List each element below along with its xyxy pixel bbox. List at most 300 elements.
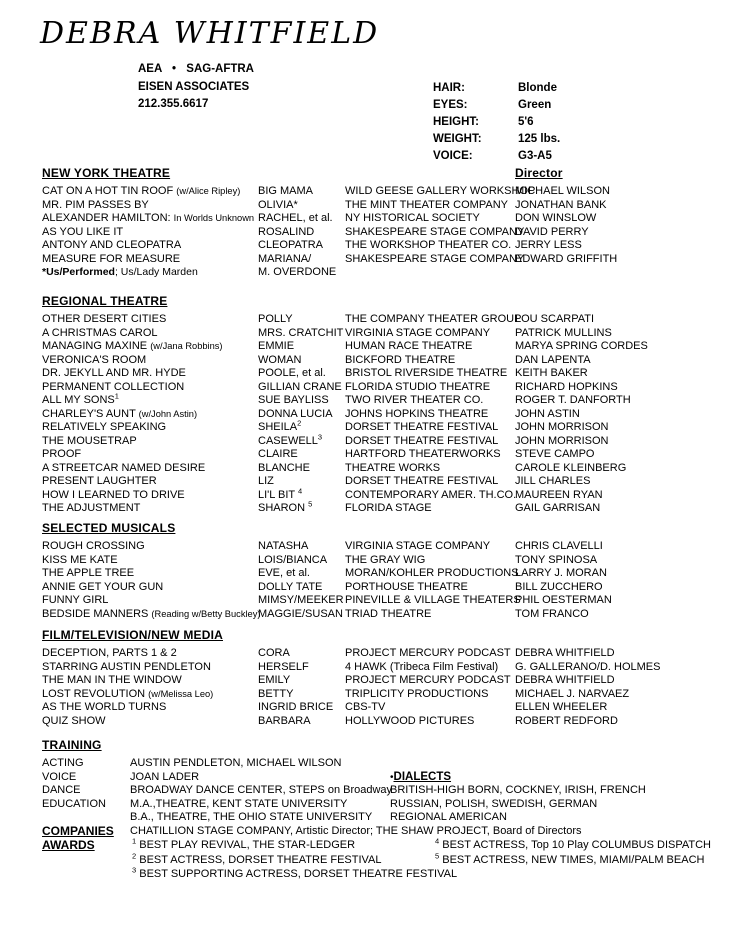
role-cell — [258, 485, 345, 503]
training-label: EDUCATION — [42, 797, 106, 810]
stat-value: Blonde — [518, 82, 557, 94]
show-title-text: FUNNY GIRL — [42, 594, 109, 606]
companies-row — [42, 825, 732, 839]
section-title: SELECTED MUSICALS — [42, 521, 176, 535]
show-title-text: ANNIE GET YOUR GUN — [42, 580, 164, 593]
show-title — [42, 581, 258, 595]
training-value: BROADWAY DANCE CENTER, STEPS on Broadway — [130, 784, 393, 796]
show-title — [42, 540, 258, 554]
dialect-list: BRITISH-HIGH BORN, COCKNEY, IRISH, FRENCH — [390, 784, 646, 796]
show-title-text: CAT ON A HOT TIN ROOF — [42, 185, 174, 197]
theatre-cell: SHAKESPEARE STAGE COMPANY — [345, 225, 525, 238]
show-title-text: THE ADJUSTMENT — [42, 502, 141, 514]
director-cell: TONY SPINOSA — [515, 553, 598, 566]
role-cell: MAGGIE/SUSAN — [258, 607, 343, 620]
credit-row — [42, 340, 732, 354]
footnote-text — [42, 266, 258, 280]
director-cell: JILL CHARLES — [515, 475, 591, 487]
show-title — [42, 554, 258, 568]
role-cell: HERSELF — [258, 660, 309, 673]
director-cell: MARYA SPRING CORDES — [515, 340, 648, 352]
credit-row — [42, 462, 732, 476]
show-title-text: DR. JEKYLL AND MR. HYDE — [42, 367, 186, 379]
credit-row — [42, 715, 732, 729]
credit-row — [42, 674, 732, 688]
role-cell: BETTY — [258, 687, 294, 700]
training-row — [42, 771, 732, 785]
credit-row — [42, 567, 732, 581]
role-cell: GILLIAN CRANE — [258, 380, 342, 393]
show-title-text: LOST REVOLUTION — [42, 687, 146, 700]
award-text: BEST ACTRESS, DORSET THEATRE FESTIVAL — [139, 853, 382, 866]
show-title-text: A STREETCAR NAMED DESIRE — [42, 461, 206, 474]
role-cell: WOMAN — [258, 353, 302, 366]
theatre-cell: FLORIDA STUDIO THEATRE — [345, 380, 491, 393]
footnote-rest: ; Us/Lady Marden — [114, 266, 198, 278]
dialects-title: DIALECTS — [393, 770, 452, 783]
director-cell: JERRY LESS — [515, 239, 582, 251]
theatre-cell: THE MINT THEATER COMPANY — [345, 198, 508, 211]
footnote-marker: 4 — [298, 485, 303, 495]
director-cell: PHIL OESTERMAN — [515, 594, 612, 606]
role-cell: LOIS/BIANCA — [258, 553, 328, 566]
footnote-marker: 3 — [132, 865, 137, 875]
training-label: ACTING — [42, 757, 84, 769]
show-title-text: MANAGING MAXINE — [42, 340, 148, 352]
credit-row — [42, 253, 732, 267]
award-text: BEST ACTRESS, Top 10 Play COLUMBUS DISPATCH — [442, 839, 712, 851]
show-title — [42, 594, 258, 608]
credit-row — [42, 647, 732, 661]
stat-row — [433, 114, 560, 131]
theatre-cell: 4 HAWK (Tribeca Film Festival) — [345, 660, 499, 673]
award-text: BEST PLAY REVIVAL, THE STAR-LEDGER — [139, 839, 356, 851]
show-title-text: PRESENT LAUGHTER — [42, 475, 157, 487]
footnote-marker: 1 — [114, 391, 119, 401]
award-text: BEST ACTRESS, NEW TIMES, MIAMI/PALM BEACH — [442, 853, 705, 866]
stat-value: 5'6 — [518, 116, 534, 128]
show-note: (w/Jana Robbins) — [150, 341, 223, 351]
credit-row — [42, 448, 732, 462]
role-cell: NATASHA — [258, 540, 309, 552]
section-new-york-theatre — [42, 166, 732, 280]
credit-row — [42, 688, 732, 702]
director-cell: G. GALLERANO/D. HOLMES — [515, 660, 661, 673]
theatre-cell: SHAKESPEARE STAGE COMPANY — [345, 252, 525, 265]
companies-label: COMPANIES — [42, 823, 114, 838]
director-cell: JONATHAN BANK — [515, 198, 607, 211]
stat-label: EYES: — [433, 99, 468, 111]
credit-row — [42, 431, 732, 449]
role-cell: INGRID BRICE — [258, 701, 334, 713]
role-cell: MRS. CRATCHIT — [258, 326, 344, 339]
show-note: In Worlds Unknown — [173, 213, 255, 223]
training-rows — [42, 757, 732, 882]
section-title: REGIONAL THEATRE — [42, 294, 168, 308]
award-item — [130, 838, 433, 853]
credit-row — [42, 313, 732, 327]
training-value: AUSTIN PENDLETON, MICHAEL WILSON — [130, 757, 342, 769]
awards-block — [42, 838, 732, 882]
show-title — [42, 381, 258, 395]
role-text: CASEWELL — [258, 434, 318, 447]
credit-row — [42, 540, 732, 554]
role-cell: CLEOPATRA — [258, 239, 323, 251]
show-note: (Reading w/Betty Buckley) — [151, 608, 261, 619]
credit-row — [42, 391, 732, 408]
show-title — [42, 354, 258, 368]
show-title-text: PROOF — [42, 448, 82, 460]
director-cell: MICHAEL J. NARVAEZ — [515, 687, 630, 700]
credit-rows — [42, 313, 732, 516]
theatre-cell — [345, 266, 515, 280]
role-cell: ROSALIND — [258, 225, 315, 238]
role-cell — [258, 431, 345, 449]
show-title — [42, 448, 258, 462]
credit-row — [42, 554, 732, 568]
show-title — [42, 715, 258, 729]
credit-row — [42, 408, 732, 422]
training-row — [42, 798, 732, 812]
credit-row — [42, 418, 732, 435]
credit-row — [42, 327, 732, 341]
show-title-text: ANTONY AND CLEOPATRA — [42, 239, 182, 251]
stat-row — [433, 80, 560, 97]
show-title — [42, 327, 258, 341]
show-title — [42, 661, 258, 675]
show-note: (w/Melissa Leo) — [148, 688, 214, 699]
stat-value: 125 lbs. — [518, 133, 561, 145]
theatre-cell: HOLLYWOOD PICTURES — [345, 714, 475, 727]
dialect-list: REGIONAL AMERICAN — [390, 811, 507, 823]
theatre-cell: HARTFORD THEATERWORKS — [345, 448, 501, 460]
director-cell: TOM FRANCO — [515, 607, 589, 620]
role-cell: MARIANA/ — [258, 252, 312, 265]
role-text: LI'L BIT — [258, 488, 299, 501]
show-title-text: MR. PIM PASSES BY — [42, 198, 149, 211]
director-cell: DEBRA WHITFIELD — [515, 647, 615, 659]
role-cell: POOLE, et al. — [258, 367, 326, 379]
credit-row — [42, 581, 732, 595]
training-value: B.A., THEATRE, THE OHIO STATE UNIVERSITY — [130, 811, 373, 823]
credit-row — [42, 212, 732, 226]
show-title — [42, 391, 258, 408]
theatre-cell: TRIPLICITY PRODUCTIONS — [345, 687, 489, 700]
agency-name: EISEN ASSOCIATES — [138, 80, 250, 93]
award-item — [130, 865, 458, 882]
credit-row — [42, 239, 732, 253]
director-cell: RICHARD HOPKINS — [515, 380, 618, 393]
theatre-cell: VIRGINIA STAGE COMPANY — [345, 540, 491, 552]
stat-label: WEIGHT: — [433, 133, 482, 145]
show-title — [42, 674, 258, 688]
theatre-cell: NY HISTORICAL SOCIETY — [345, 212, 480, 224]
theatre-cell: PROJECT MERCURY PODCAST — [345, 647, 511, 659]
show-title-text: HOW I LEARNED TO DRIVE — [42, 488, 185, 501]
role-cell: M. OVERDONE — [258, 266, 337, 278]
show-title-text: STARRING AUSTIN PENDLETON — [42, 660, 211, 673]
role-text: SHARON — [258, 502, 309, 514]
show-title-text: AS YOU LIKE IT — [42, 225, 124, 238]
theatre-cell: PROJECT MERCURY PODCAST — [345, 674, 511, 686]
director-cell: MAUREEN RYAN — [515, 488, 603, 501]
show-title — [42, 462, 258, 476]
training-value: M.A.,THEATRE, KENT STATE UNIVERSITY — [130, 797, 348, 810]
show-title-text: QUIZ SHOW — [42, 714, 106, 727]
director-cell: JOHN MORRISON — [515, 434, 609, 447]
show-title — [42, 567, 258, 581]
stat-value: Green — [518, 99, 552, 111]
show-title — [42, 226, 258, 240]
show-title — [42, 185, 258, 199]
award-item — [433, 850, 732, 868]
stat-label: HEIGHT: — [433, 116, 479, 128]
credit-row — [42, 226, 732, 240]
theatre-cell: DORSET THEATRE FESTIVAL — [345, 434, 499, 447]
footnote-marker: 2 — [132, 850, 137, 860]
show-title — [42, 421, 258, 435]
training-row — [42, 784, 732, 798]
role-cell: BLANCHE — [258, 461, 310, 474]
director-cell: ELLEN WHEELER — [515, 701, 608, 713]
show-title-text: ALEXANDER HAMILTON: — [42, 212, 171, 224]
training-row — [42, 757, 732, 771]
theatre-cell: TWO RIVER THEATER CO. — [345, 394, 484, 406]
director-cell: KEITH BAKER — [515, 367, 588, 379]
show-title — [42, 408, 258, 422]
credit-rows — [42, 647, 732, 728]
show-title — [42, 502, 258, 516]
companies-value: CHATILLION STAGE COMPANY, Artistic Director; THE SHAW PROJECT, Board of Directors — [130, 824, 582, 837]
credit-row — [42, 199, 732, 213]
footnote-marker: 2 — [297, 418, 302, 428]
training-label — [42, 811, 130, 825]
footnote-marker: 5 — [435, 850, 440, 860]
director-cell: CHRIS CLAVELLI — [515, 540, 603, 552]
credit-row — [42, 608, 732, 622]
show-title-text: KISS ME KATE — [42, 553, 118, 566]
theatre-cell: HUMAN RACE THEATRE — [345, 340, 473, 352]
page-title: DEBRA WHITFIELD — [40, 16, 380, 51]
show-title-text: AS THE WORLD TURNS — [42, 701, 167, 713]
training-value: JOAN LADER — [130, 770, 200, 783]
theatre-cell: BICKFORD THEATRE — [345, 353, 456, 366]
role-cell: BIG MAMA — [258, 185, 314, 197]
show-title — [42, 647, 258, 661]
show-title — [42, 435, 258, 449]
show-note: (w/Alice Ripley) — [176, 186, 241, 196]
footnote-marker: 5 — [308, 499, 313, 509]
show-title-text: BEDSIDE MANNERS — [42, 607, 149, 620]
role-cell: EMMIE — [258, 340, 295, 352]
credit-row — [42, 499, 732, 516]
theatre-cell: JOHNS HOPKINS THEATRE — [345, 407, 489, 420]
show-title — [42, 239, 258, 253]
director-cell: ROBERT REDFORD — [515, 714, 618, 727]
phone-number: 212.355.6617 — [138, 98, 209, 111]
awards-label: AWARDS — [42, 838, 95, 852]
theatre-cell: MORAN/KOHLER PRODUCTIONS — [345, 567, 519, 579]
theatre-cell: TRIAD THEATRE — [345, 607, 432, 620]
theatre-cell: PINEVILLE & VILLAGE THEATERS — [345, 594, 521, 606]
director-cell: DAN LAPENTA — [515, 353, 591, 366]
director-cell: DON WINSLOW — [515, 212, 597, 224]
role-cell — [258, 418, 345, 435]
theatre-cell: FLORIDA STAGE — [345, 502, 432, 514]
director-cell: LARRY J. MORAN — [515, 567, 607, 579]
section-title: TRAINING — [42, 738, 102, 752]
director-cell — [515, 266, 732, 280]
director-cell: PATRICK MULLINS — [515, 326, 612, 339]
bullet-icon: • — [390, 771, 394, 783]
director-cell: CAROLE KLEINBERG — [515, 461, 627, 474]
role-cell: EMILY — [258, 674, 291, 686]
credit-row — [42, 701, 732, 715]
role-cell: CLAIRE — [258, 448, 298, 460]
section-title: FILM/TELEVISION/NEW MEDIA — [42, 628, 223, 642]
show-title-text: A CHRISTMAS CAROL — [42, 326, 158, 339]
show-note: (w/John Astin) — [138, 408, 198, 419]
director-cell: LOU SCARPATI — [515, 313, 595, 325]
credit-row — [42, 185, 732, 199]
director-cell: BILL ZUCCHERO — [515, 580, 603, 593]
theatre-cell: CONTEMPORARY AMER. TH.CO. — [345, 488, 517, 501]
theatre-cell: BRISTOL RIVERSIDE THEATRE — [345, 367, 508, 379]
section-selected-musicals — [42, 521, 732, 621]
stat-row — [433, 131, 560, 148]
role-cell: DONNA LUCIA — [258, 407, 333, 420]
show-title-text: MEASURE FOR MEASURE — [42, 252, 181, 265]
training-right — [390, 757, 732, 771]
role-cell: SUE BAYLISS — [258, 394, 329, 406]
director-cell: ROGER T. DANFORTH — [515, 394, 631, 406]
credit-row — [42, 367, 732, 381]
award-item — [130, 850, 433, 868]
theatre-cell: WILD GEESE GALLERY WORKSHOP — [345, 185, 536, 197]
theatre-cell: VIRGINIA STAGE COMPANY — [345, 326, 491, 339]
role-cell: EVE, et al. — [258, 567, 310, 579]
director-cell: GAIL GARRISAN — [515, 502, 601, 514]
show-title — [42, 212, 258, 226]
show-title-text: THE MAN IN THE WINDOW — [42, 674, 182, 686]
stat-row — [433, 148, 560, 165]
show-title-text: THE APPLE TREE — [42, 567, 135, 579]
footnote-marker: 3 — [317, 431, 323, 441]
show-title-text: DECEPTION, PARTS 1 & 2 — [42, 647, 177, 659]
award-item — [433, 838, 732, 853]
stat-label: HAIR: — [433, 82, 465, 94]
role-cell: POLLY — [258, 313, 293, 325]
training-label: VOICE — [42, 770, 77, 783]
footnote-marker: 1 — [132, 836, 137, 846]
dialect-list: RUSSIAN, POLISH, SWEDISH, GERMAN — [390, 797, 598, 810]
credit-row — [42, 594, 732, 608]
role-cell: LIZ — [258, 475, 274, 487]
show-title — [42, 701, 258, 715]
show-title-text: RELATIVELY SPEAKING — [42, 421, 167, 433]
show-title-text: PERMANENT COLLECTION — [42, 380, 185, 393]
show-title-text: ALL MY SONS — [42, 394, 115, 406]
section-film-tv-new-media — [42, 628, 732, 728]
role-cell — [258, 499, 345, 516]
show-title-text: OTHER DESERT CITIES — [42, 313, 167, 325]
section-header-row — [42, 166, 732, 180]
credit-row — [42, 381, 732, 395]
show-title — [42, 367, 258, 381]
director-cell: EDWARD GRIFFITH — [515, 252, 618, 265]
credit-rows — [42, 185, 732, 280]
credit-row — [42, 475, 732, 489]
show-title — [42, 489, 258, 503]
training-row — [42, 811, 732, 825]
credit-row — [42, 354, 732, 368]
show-title — [42, 688, 258, 702]
dialects-header — [390, 771, 732, 785]
stat-value: G3-A5 — [518, 150, 552, 162]
show-title — [42, 475, 258, 489]
award-text: BEST SUPPORTING ACTRESS, DORSET THEATRE FESTIVAL — [139, 868, 458, 880]
show-title — [42, 340, 258, 354]
section-training — [42, 738, 732, 882]
director-cell: JOHN ASTIN — [515, 407, 580, 420]
footnote-bold: *Us/Performed — [42, 266, 115, 278]
role-cell: RACHEL, et al. — [258, 212, 333, 224]
training-label: DANCE — [42, 784, 81, 796]
theatre-cell: CBS-TV — [345, 701, 386, 713]
director-column-header: Director — [515, 166, 563, 180]
show-title-text: VERONICA'S ROOM — [42, 353, 147, 366]
stat-row — [433, 97, 560, 114]
theatre-cell: THE WORKSHOP THEATER CO. — [345, 239, 512, 251]
footnote-row — [42, 266, 732, 280]
show-title — [42, 607, 261, 622]
theatre-cell: THE COMPANY THEATER GROUP — [345, 313, 522, 325]
stats-block — [433, 80, 560, 165]
footnote-marker: 4 — [435, 836, 440, 846]
theatre-cell: THE GRAY WIG — [345, 553, 426, 566]
show-title — [42, 199, 258, 213]
role-cell: BARBARA — [258, 714, 311, 727]
section-regional-theatre — [42, 294, 732, 516]
show-title-text: THE MOUSETRAP — [42, 434, 137, 447]
contact-block — [138, 61, 254, 114]
show-title — [42, 313, 258, 327]
director-cell: DEBRA WHITFIELD — [515, 674, 615, 686]
role-cell: MIMSY/MEEKER — [258, 594, 344, 606]
director-cell: STEVE CAMPO — [515, 448, 595, 460]
director-cell: MICHAEL WILSON — [515, 185, 610, 197]
show-title-text: CHARLEY'S AUNT — [42, 407, 136, 420]
role-cell: DOLLY TATE — [258, 580, 323, 593]
theatre-cell: DORSET THEATRE FESTIVAL — [345, 475, 499, 487]
credit-row — [42, 485, 732, 503]
role-cell: OLIVIA* — [258, 198, 298, 211]
credit-row — [42, 661, 732, 675]
credit-rows — [42, 540, 732, 621]
role-cell: CORA — [258, 647, 290, 659]
director-cell: JOHN MORRISON — [515, 421, 609, 433]
union-affiliations: AEA • SAG-AFTRA — [138, 63, 254, 75]
show-title-text: ROUGH CROSSING — [42, 540, 145, 552]
show-title — [42, 253, 258, 267]
theatre-cell: THEATRE WORKS — [345, 461, 441, 474]
theatre-cell: PORTHOUSE THEATRE — [345, 580, 468, 593]
stat-label: VOICE: — [433, 150, 473, 162]
theatre-cell: DORSET THEATRE FESTIVAL — [345, 421, 499, 433]
role-text: SHEILA — [258, 421, 298, 433]
director-cell: DAVID PERRY — [515, 225, 589, 238]
section-title: NEW YORK THEATRE — [42, 166, 171, 180]
